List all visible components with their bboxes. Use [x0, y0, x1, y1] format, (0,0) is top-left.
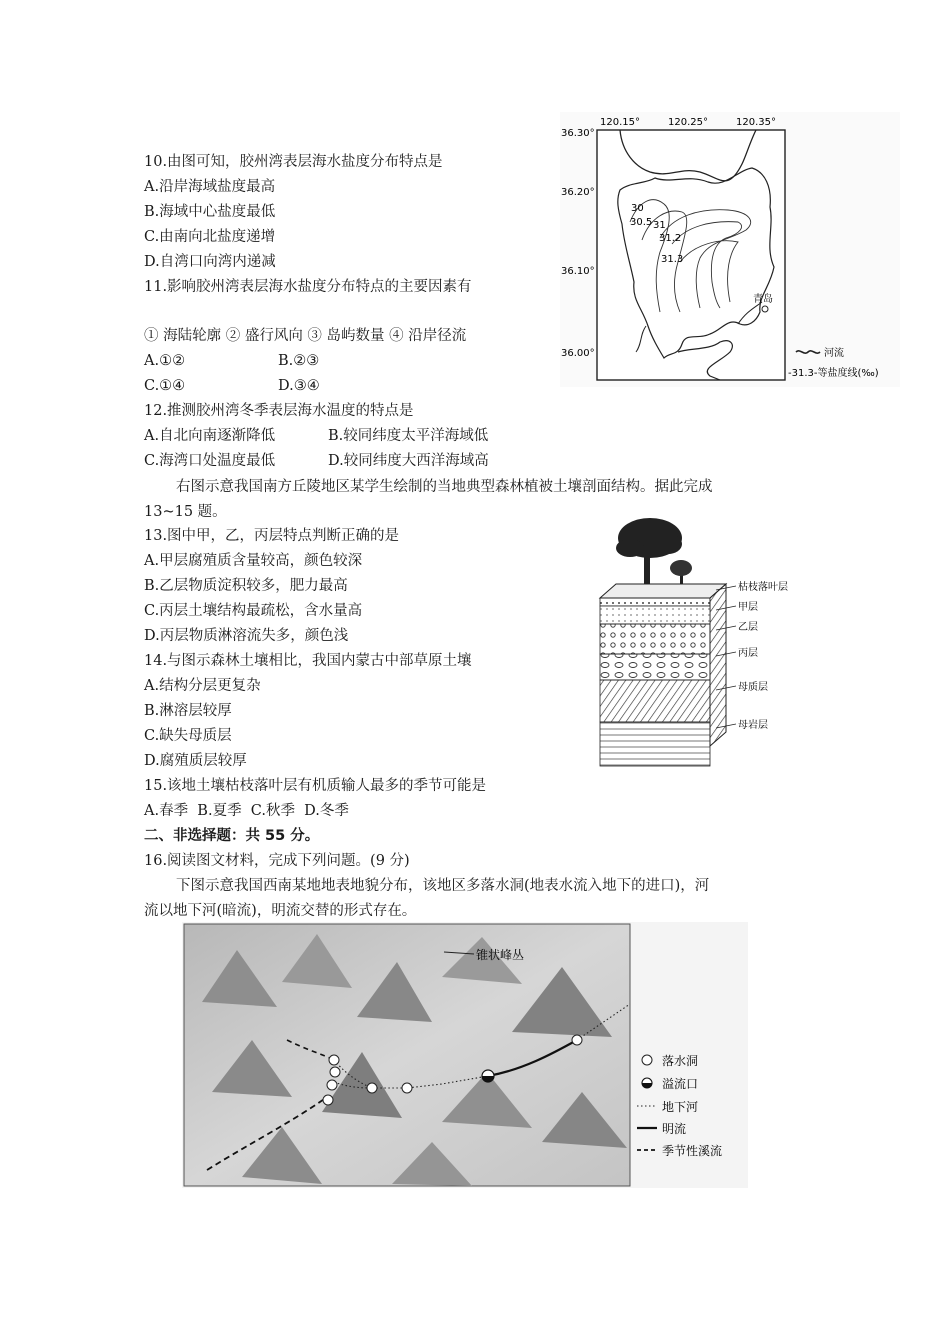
- q10-option-c: C.由南向北盐度递增: [144, 229, 276, 245]
- q11-stem: 11.影响胶州湾表层海水盐度分布特点的主要因素有: [144, 279, 472, 295]
- q12-option-b: B.较同纬度太平洋海域低: [328, 428, 489, 444]
- lon-label: 120.35°: [736, 117, 776, 128]
- layer-yi: [600, 624, 710, 654]
- layer-litter: [600, 598, 710, 606]
- intro-13-15-line1: 右图示意我国南方丘陵地区某学生绘制的当地典型森林植被土壤剖面结构。据此完成: [176, 479, 713, 495]
- q12-option-a: A.自北向南逐渐降低: [144, 428, 276, 444]
- q14-stem: 14.与图示森林土壤相比，我国内蒙古中部草原土壤: [144, 653, 472, 669]
- q10-option-a: A.沿岸海域盐度最高: [144, 179, 276, 195]
- q14-option-c: C.缺失母质层: [144, 728, 232, 744]
- intro-13-15-line2: 13~15 题。: [144, 504, 227, 520]
- karst-landform-figure: [182, 922, 748, 1188]
- lat-label: 36.20°: [561, 187, 595, 198]
- q10-option-d: D.自湾口向湾内递减: [144, 254, 276, 270]
- legend-open-river-label: 明流: [662, 1122, 687, 1136]
- soil-layer-label: 枯枝落叶层: [738, 582, 788, 593]
- legend-seasonal-label: 季节性溪流: [662, 1144, 723, 1158]
- legend-sinkhole-label: 落水洞: [662, 1054, 699, 1068]
- isohaline-label: 31: [653, 220, 666, 231]
- q11-items: ① 海陆轮廓 ② 盛行风向 ③ 岛屿数量 ④ 沿岸径流: [144, 328, 467, 344]
- soil-block-top: [600, 584, 726, 598]
- small-tree-canopy: [670, 560, 692, 576]
- q13-option-d: D.丙层物质淋溶流失多，颜色浅: [144, 628, 349, 644]
- q12-stem: 12.推测胶州湾冬季表层海水温度的特点是: [144, 403, 414, 419]
- isohaline-label: 30: [631, 203, 644, 214]
- q15-options: A.春季 B.夏季 C.秋季 D.冬季: [144, 803, 349, 819]
- layer-parent-material: [600, 680, 710, 722]
- legend-isohaline-label: -31.3-等盐度线(‰): [788, 368, 879, 379]
- q12-option-d: D.较同纬度大西洋海域高: [328, 453, 489, 469]
- q16-text-line1: 下图示意我国西南某地地表地貌分布，该地区多落水洞(地表水流入地下的进口)，河: [176, 878, 710, 894]
- city-label-qingdao: 青岛: [753, 294, 773, 305]
- q16-text-line2: 流以地下河(暗流)，明流交替的形式存在。: [144, 903, 417, 919]
- lat-label: 36.10°: [561, 266, 595, 277]
- soil-layer-label: 甲层: [738, 602, 758, 613]
- q12-option-c: C.海湾口处温度最低: [144, 453, 276, 469]
- q13-option-b: B.乙层物质淀积较多，肥力最高: [144, 578, 348, 594]
- lon-label: 120.15°: [600, 117, 640, 128]
- lat-label: 36.30°: [561, 128, 595, 139]
- q15-stem: 15.该地土壤枯枝落叶层有机质输人最多的季节可能是: [144, 778, 487, 794]
- q16-stem: 16.阅读图文材料，完成下列问题。(9 分): [144, 853, 410, 869]
- q10-stem: 10.由图可知，胶州湾表层海水盐度分布特点是: [144, 154, 443, 170]
- legend-river-label: 河流: [824, 348, 844, 359]
- soil-layer-label: 乙层: [738, 622, 758, 633]
- q14-option-d: D.腐殖质层较厚: [144, 753, 247, 769]
- q13-option-c: C.丙层土壤结构最疏松，含水量高: [144, 603, 363, 619]
- soil-layer-label: 母岩层: [738, 720, 768, 731]
- lon-label: 120.25°: [668, 117, 708, 128]
- q10-option-b: B.海域中心盐度最低: [144, 204, 276, 220]
- lat-label: 36.00°: [561, 348, 595, 359]
- q13-option-a: A.甲层腐殖质含量较高，颜色较深: [144, 553, 363, 569]
- soil-layer-label: 母质层: [738, 682, 768, 693]
- legend-sinkhole-symbol: [642, 1055, 652, 1065]
- legend-underground-label: 地下河: [662, 1100, 699, 1114]
- section-2-title: 二、非选择题：共 55 分。: [144, 828, 320, 844]
- q14-option-b: B.淋溶层较厚: [144, 703, 232, 719]
- legend-outlet-label: 溢流口: [662, 1077, 699, 1091]
- isohaline-label: 30.5: [630, 217, 653, 228]
- layer-bing: [600, 654, 710, 680]
- soil-profile-diagram: [598, 510, 803, 770]
- peak-label: 锥状峰丛: [476, 948, 525, 962]
- soil-layer-label: 丙层: [738, 648, 758, 659]
- jiaozhou-bay-salinity-map: [560, 112, 900, 387]
- q11-option-a: A.①②: [144, 353, 186, 369]
- layer-bedrock: [600, 722, 710, 766]
- q14-option-a: A.结构分层更复杂: [144, 678, 261, 694]
- q11-option-c: C.①④: [144, 378, 186, 394]
- q11-option-d: D.③④: [278, 378, 320, 394]
- q11-option-b: B.②③: [278, 353, 320, 369]
- isohaline-label: 31.3: [661, 254, 684, 265]
- isohaline-label: 31.2: [659, 233, 682, 244]
- q13-stem: 13.图中甲，乙，丙层特点判断正确的是: [144, 528, 400, 544]
